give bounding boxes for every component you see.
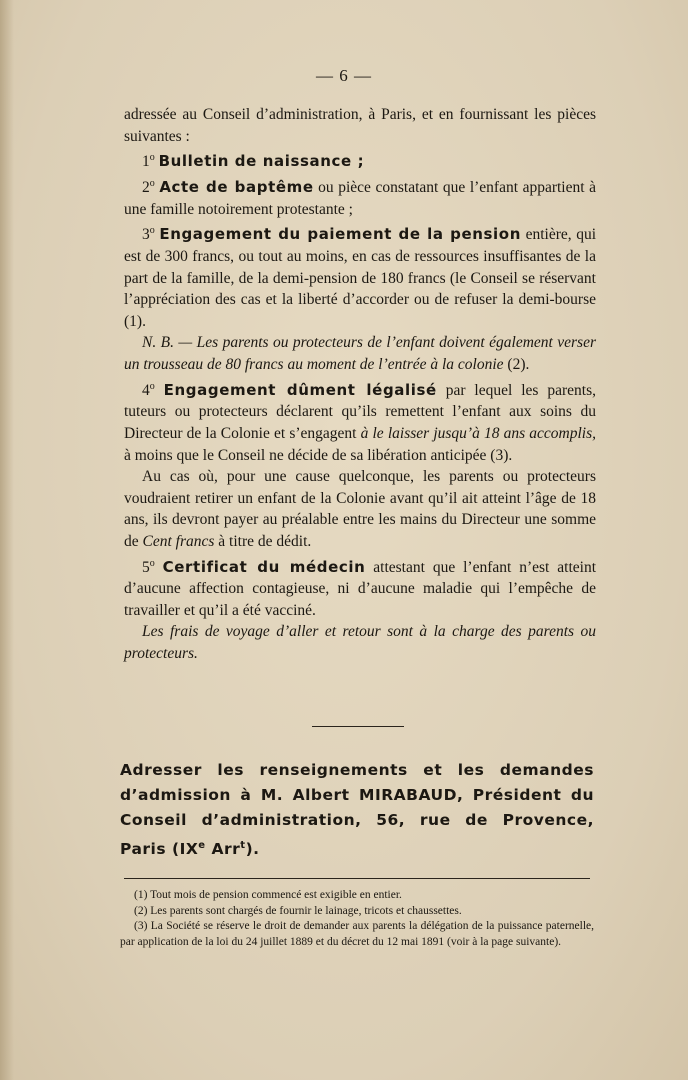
address-sup-2: t <box>240 840 246 851</box>
travel-note: Les frais de voyage d’aller et retour sont à la charge des parents ou protecteurs. <box>124 623 596 663</box>
body-text <box>124 104 596 665</box>
address-paragraph <box>120 758 594 862</box>
address-text: Adresser les renseignements et les demandes d’admission à M. Albert MIRABAUD, Président du Conseil d’administration, 56, rue de Provence, Paris (IX <box>120 761 594 859</box>
item-4-number: 4 <box>142 381 150 399</box>
item-5-text: attestant que l’enfant n’est atteint d’aucune affection contagieuse, ni d’aucune maladie qui l’empêche de travailler et qu’il a été vacciné. <box>124 558 597 619</box>
intro-paragraph: adressée au Conseil d’administration, à Paris, et en fournissant les pièces suivantes : <box>124 106 596 145</box>
withdrawal-text-b: à titre de dédit. <box>214 532 312 550</box>
footnote-3: (3) La Société se réserve le droit de demander aux parents la délégation de la puissance paternelle, par application de la loi du 24 juillet 1889 et du décret du 12 mai 1891 (voir à la page suivante). <box>120 920 594 948</box>
item-4-title: Engagement dûment légalisé <box>163 380 437 399</box>
item-3-text: entière, qui est de 300 francs, ou tout au moins, en cas de ressources insuffisantes de la part de la famille, de la demi-pension de 180 francs (le Conseil se réservant l’appréciation des cas et la liberté d’accorder ou de refuser la demi-bourse (1). <box>124 226 597 330</box>
footnotes <box>120 888 594 950</box>
item-4-ordinal: o <box>149 380 155 392</box>
item-4-italic: à le laisser jusqu’à 18 ans accomplis, <box>360 424 596 442</box>
item-4-text-a: par lequel les parents, tuteurs ou protecteurs déclarent qu’ils remettent l’enfant aux soins du Directeur de la Colonie et s’engagent <box>124 381 596 442</box>
item-2-ordinal: o <box>149 177 155 189</box>
item-5-title: Certificat du médecin <box>162 557 366 576</box>
item-5-number: 5 <box>142 558 150 576</box>
item-1-title: Bulletin de naissance ; <box>158 152 365 171</box>
item-2-text: ou pièce constatant que l’enfant appartient à une famille notoirement protestante ; <box>124 179 596 218</box>
item-1 <box>124 147 596 173</box>
footnote-2: (2) Les parents sont chargés de fournir le lainage, tricots et chaussettes. <box>134 904 462 917</box>
item-1-number: 1 <box>142 153 150 171</box>
item-1-ordinal: o <box>149 152 155 164</box>
item-3-title: Engagement du paiement de la pension <box>159 225 521 244</box>
section-divider <box>312 726 404 727</box>
footnote-rule <box>124 878 590 879</box>
address-sup-1: e <box>198 840 206 851</box>
item-4 <box>124 376 596 467</box>
item-2-number: 2 <box>142 179 150 197</box>
item-4-text-b: à moins que le Conseil ne décide de sa libération anticipée (3). <box>124 446 513 464</box>
address-end: ). <box>245 840 260 859</box>
nb-label: N. B. <box>142 334 174 352</box>
item-2-title: Acte de baptême <box>159 178 314 197</box>
item-5-ordinal: o <box>149 557 155 569</box>
footnote-1: (1) Tout mois de pension commencé est exigible en entier. <box>134 889 402 901</box>
item-2 <box>124 173 596 220</box>
item-3-number: 3 <box>142 226 150 244</box>
item-3-ordinal: o <box>149 225 155 237</box>
page-number: — 6 — <box>316 66 372 85</box>
page-edge-shadow <box>0 0 14 1080</box>
address-mid: Arr <box>205 840 241 859</box>
withdrawal-italic: Cent francs <box>142 532 215 550</box>
item-3 <box>124 220 596 332</box>
nb-paragraph <box>124 332 596 375</box>
withdrawal-text-a: Au cas où, pour une cause quelconque, les parents ou protecteurs voudraient retirer un enfant de la Colonie avant qu’il ait atteint l’âge de 18 ans, ils devront payer au préalable entre les mains du Directeur une somme de <box>124 468 596 550</box>
withdrawal-paragraph <box>124 466 596 552</box>
item-5 <box>124 553 596 622</box>
nb-footnote-ref: (2). <box>503 356 530 373</box>
nb-text: — Les parents ou protecteurs de l’enfant doivent également verser un trousseau de 80 francs au moment de l’entrée à la colonie <box>124 334 597 373</box>
